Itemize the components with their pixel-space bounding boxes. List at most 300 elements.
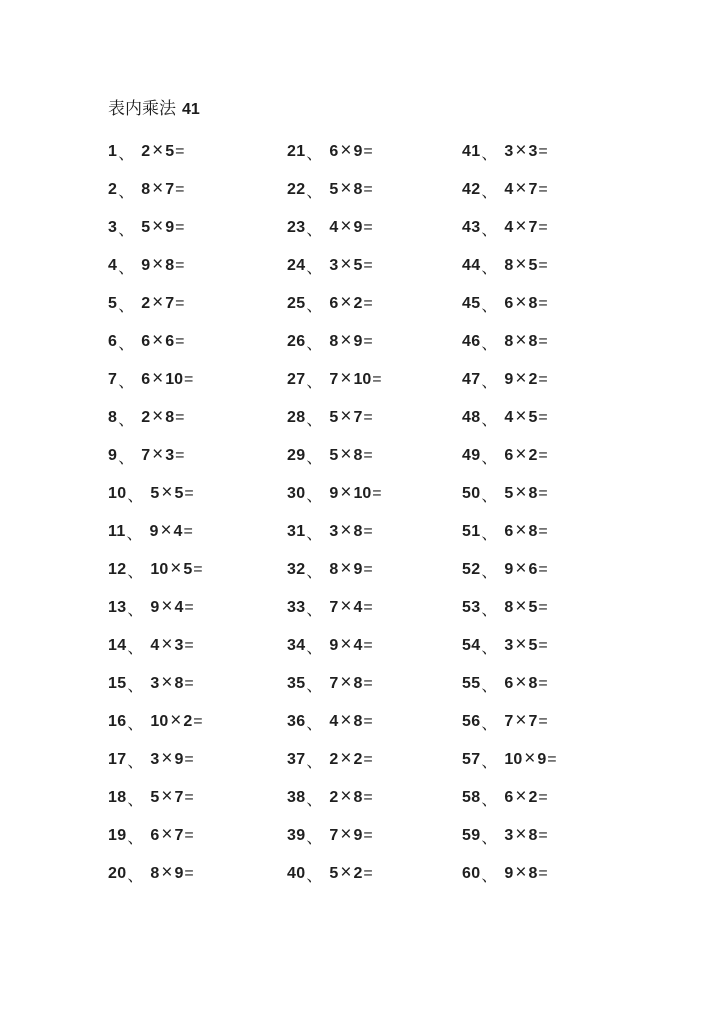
multiplication-expression	[504, 824, 547, 848]
problem-item	[108, 551, 287, 589]
factor-b: 2	[528, 789, 538, 806]
problem-item	[462, 247, 662, 285]
times-sign: ×	[515, 216, 527, 237]
times-sign: ×	[161, 634, 173, 655]
enumeration-comma: 、	[127, 867, 144, 885]
times-sign: ×	[161, 672, 173, 693]
times-sign: ×	[152, 406, 164, 427]
factor-b: 7	[528, 181, 538, 198]
equals-sign: =	[538, 561, 548, 578]
multiplication-expression	[329, 292, 372, 316]
times-sign: ×	[515, 634, 527, 655]
enumeration-comma: 、	[118, 259, 135, 277]
equals-sign: =	[538, 219, 548, 236]
multiplication-expression	[504, 330, 547, 354]
factor-b: 9	[353, 827, 363, 844]
factor-a: 9	[150, 599, 160, 616]
problem-number: 54	[462, 637, 481, 654]
multiplication-expression	[504, 672, 547, 696]
factor-a: 6	[150, 827, 160, 844]
equals-sign: =	[363, 675, 373, 692]
enumeration-comma: 、	[481, 715, 498, 733]
multiplication-expression	[329, 406, 372, 430]
enumeration-comma: 、	[306, 715, 323, 733]
equals-sign: =	[363, 599, 373, 616]
multiplication-expression	[504, 216, 547, 240]
enumeration-comma: 、	[306, 525, 323, 543]
factor-b: 5	[353, 257, 363, 274]
problem-item	[287, 285, 462, 323]
multiplication-expression	[504, 368, 547, 392]
multiplication-expression	[329, 482, 381, 506]
factor-a: 2	[329, 789, 339, 806]
problem-number: 32	[287, 561, 306, 578]
equals-sign: =	[184, 789, 194, 806]
times-sign: ×	[515, 444, 527, 465]
problem-item	[462, 779, 662, 817]
problem-number: 28	[287, 409, 306, 426]
enumeration-comma: 、	[306, 145, 323, 163]
multiplication-expression	[329, 786, 372, 810]
factor-b: 7	[528, 219, 538, 236]
enumeration-comma: 、	[481, 639, 498, 657]
factor-b: 2	[183, 713, 193, 730]
factor-a: 9	[141, 257, 151, 274]
factor-a: 7	[329, 827, 339, 844]
multiplication-expression	[504, 748, 556, 772]
times-sign: ×	[340, 596, 352, 617]
factor-a: 9	[149, 523, 159, 540]
factor-b: 2	[353, 865, 363, 882]
problem-item	[108, 513, 287, 551]
equals-sign: =	[538, 143, 548, 160]
problem-item	[287, 475, 462, 513]
problem-number: 15	[108, 675, 127, 692]
factor-b: 4	[173, 523, 183, 540]
problem-item	[287, 551, 462, 589]
multiplication-expression	[150, 558, 202, 582]
problem-item	[462, 209, 662, 247]
multiplication-expression	[504, 710, 547, 734]
factor-b: 8	[353, 447, 363, 464]
factor-b: 8	[528, 865, 538, 882]
multiplication-expression	[141, 140, 184, 164]
problem-item	[108, 323, 287, 361]
times-sign: ×	[515, 520, 527, 541]
factor-b: 9	[353, 143, 363, 160]
multiplication-expression	[150, 672, 193, 696]
times-sign: ×	[340, 862, 352, 883]
enumeration-comma: 、	[306, 183, 323, 201]
multiplication-expression	[504, 178, 547, 202]
problem-item	[287, 817, 462, 855]
factor-a: 9	[329, 637, 339, 654]
times-sign: ×	[161, 786, 173, 807]
enumeration-comma: 、	[481, 297, 498, 315]
enumeration-comma: 、	[481, 867, 498, 885]
problem-number: 56	[462, 713, 481, 730]
problem-item	[108, 627, 287, 665]
problem-number: 7	[108, 371, 118, 388]
equals-sign: =	[363, 751, 373, 768]
factor-a: 3	[150, 675, 160, 692]
equals-sign: =	[363, 827, 373, 844]
problem-number: 9	[108, 447, 118, 464]
factor-a: 3	[504, 827, 514, 844]
enumeration-comma: 、	[481, 601, 498, 619]
factor-b: 7	[174, 789, 184, 806]
equals-sign: =	[538, 827, 548, 844]
problem-item	[108, 399, 287, 437]
factor-b: 8	[165, 409, 175, 426]
problem-item	[462, 855, 662, 893]
factor-a: 9	[504, 561, 514, 578]
times-sign: ×	[152, 216, 164, 237]
equals-sign: =	[363, 181, 373, 198]
times-sign: ×	[161, 748, 173, 769]
problem-item	[108, 741, 287, 779]
problem-item	[287, 399, 462, 437]
enumeration-comma: 、	[118, 449, 135, 467]
problem-number: 37	[287, 751, 306, 768]
multiplication-expression	[329, 330, 372, 354]
problem-number: 33	[287, 599, 306, 616]
equals-sign: =	[175, 409, 185, 426]
enumeration-comma: 、	[127, 791, 144, 809]
factor-a: 8	[141, 181, 151, 198]
problem-number: 14	[108, 637, 127, 654]
problems-grid	[108, 133, 662, 893]
enumeration-comma: 、	[306, 867, 323, 885]
equals-sign: =	[363, 333, 373, 350]
factor-a: 7	[329, 675, 339, 692]
enumeration-comma: 、	[481, 449, 498, 467]
equals-sign: =	[193, 713, 203, 730]
factor-b: 8	[353, 713, 363, 730]
problem-number: 60	[462, 865, 481, 882]
times-sign: ×	[340, 824, 352, 845]
equals-sign: =	[363, 219, 373, 236]
factor-b: 3	[528, 143, 538, 160]
problem-number: 55	[462, 675, 481, 692]
times-sign: ×	[524, 748, 536, 769]
equals-sign: =	[363, 447, 373, 464]
enumeration-comma: 、	[127, 639, 144, 657]
multiplication-expression	[329, 216, 372, 240]
enumeration-comma: 、	[127, 601, 144, 619]
times-sign: ×	[161, 596, 173, 617]
equals-sign: =	[372, 371, 382, 388]
times-sign: ×	[515, 710, 527, 731]
factor-b: 2	[528, 447, 538, 464]
multiplication-expression	[150, 862, 193, 886]
times-sign: ×	[161, 862, 173, 883]
equals-sign: =	[363, 865, 373, 882]
enumeration-comma: 、	[118, 221, 135, 239]
equals-sign: =	[184, 751, 194, 768]
problem-number: 17	[108, 751, 127, 768]
enumeration-comma: 、	[306, 753, 323, 771]
problem-item	[462, 399, 662, 437]
problem-item	[462, 817, 662, 855]
factor-b: 8	[528, 485, 538, 502]
problem-item	[287, 855, 462, 893]
factor-a: 3	[504, 143, 514, 160]
problem-number: 4	[108, 257, 118, 274]
problem-number: 35	[287, 675, 306, 692]
times-sign: ×	[515, 824, 527, 845]
problem-item	[462, 285, 662, 323]
equals-sign: =	[363, 523, 373, 540]
factor-b: 9	[174, 751, 184, 768]
multiplication-expression	[329, 824, 372, 848]
problem-number: 5	[108, 295, 118, 312]
problem-number: 39	[287, 827, 306, 844]
equals-sign: =	[363, 409, 373, 426]
equals-sign: =	[184, 865, 194, 882]
problem-number: 8	[108, 409, 118, 426]
enumeration-comma: 、	[481, 373, 498, 391]
multiplication-expression	[504, 634, 547, 658]
factor-a: 7	[329, 371, 339, 388]
factor-b: 9	[353, 333, 363, 350]
times-sign: ×	[340, 520, 352, 541]
factor-b: 5	[183, 561, 193, 578]
enumeration-comma: 、	[118, 373, 135, 391]
equals-sign: =	[363, 637, 373, 654]
problem-item	[462, 323, 662, 361]
problem-number: 42	[462, 181, 481, 198]
times-sign: ×	[515, 292, 527, 313]
times-sign: ×	[515, 254, 527, 275]
enumeration-comma: 、	[127, 563, 144, 581]
times-sign: ×	[161, 482, 173, 503]
equals-sign: =	[175, 295, 185, 312]
equals-sign: =	[363, 143, 373, 160]
multiplication-expression	[329, 672, 372, 696]
factor-a: 10	[150, 713, 169, 730]
enumeration-comma: 、	[118, 297, 135, 315]
equals-sign: =	[193, 561, 203, 578]
problem-number: 18	[108, 789, 127, 806]
problem-number: 1	[108, 143, 118, 160]
problem-number: 16	[108, 713, 127, 730]
enumeration-comma: 、	[481, 411, 498, 429]
times-sign: ×	[340, 710, 352, 731]
problem-number: 36	[287, 713, 306, 730]
equals-sign: =	[184, 485, 194, 502]
factor-a: 4	[150, 637, 160, 654]
enumeration-comma: 、	[306, 601, 323, 619]
problem-item	[287, 779, 462, 817]
problem-item	[108, 665, 287, 703]
equals-sign: =	[183, 523, 193, 540]
multiplication-expression	[504, 786, 547, 810]
problem-item	[287, 627, 462, 665]
enumeration-comma: 、	[306, 411, 323, 429]
enumeration-comma: 、	[481, 791, 498, 809]
multiplication-expression	[504, 406, 547, 430]
multiplication-expression	[504, 520, 547, 544]
times-sign: ×	[161, 824, 173, 845]
worksheet-title-text: 表内乘法	[108, 99, 176, 118]
factor-b: 2	[353, 751, 363, 768]
factor-a: 3	[504, 637, 514, 654]
equals-sign: =	[538, 599, 548, 616]
equals-sign: =	[538, 181, 548, 198]
problem-item	[462, 665, 662, 703]
problem-item	[462, 171, 662, 209]
times-sign: ×	[515, 482, 527, 503]
factor-a: 9	[504, 865, 514, 882]
equals-sign: =	[538, 333, 548, 350]
problem-number: 19	[108, 827, 127, 844]
enumeration-comma: 、	[127, 677, 144, 695]
enumeration-comma: 、	[306, 639, 323, 657]
problem-number: 12	[108, 561, 127, 578]
multiplication-expression	[150, 748, 193, 772]
factor-b: 7	[165, 295, 175, 312]
times-sign: ×	[515, 558, 527, 579]
factor-b: 10	[353, 485, 372, 502]
problem-number: 20	[108, 865, 127, 882]
equals-sign: =	[538, 713, 548, 730]
problem-number: 52	[462, 561, 481, 578]
problem-number: 27	[287, 371, 306, 388]
enumeration-comma: 、	[118, 411, 135, 429]
problem-number: 53	[462, 599, 481, 616]
factor-a: 5	[504, 485, 514, 502]
equals-sign: =	[175, 143, 185, 160]
problem-number: 30	[287, 485, 306, 502]
factor-a: 7	[329, 599, 339, 616]
enumeration-comma: 、	[127, 829, 144, 847]
multiplication-expression	[150, 520, 193, 544]
problem-number: 50	[462, 485, 481, 502]
times-sign: ×	[515, 178, 527, 199]
equals-sign: =	[184, 675, 194, 692]
enumeration-comma: 、	[481, 221, 498, 239]
multiplication-expression	[504, 558, 547, 582]
factor-b: 9	[174, 865, 184, 882]
equals-sign: =	[372, 485, 382, 502]
factor-a: 2	[329, 751, 339, 768]
factor-b: 2	[528, 371, 538, 388]
enumeration-comma: 、	[481, 753, 498, 771]
problem-number: 44	[462, 257, 481, 274]
equals-sign: =	[184, 599, 194, 616]
enumeration-comma: 、	[306, 449, 323, 467]
problem-number: 49	[462, 447, 481, 464]
multiplication-expression	[141, 406, 184, 430]
problem-number: 48	[462, 409, 481, 426]
times-sign: ×	[515, 862, 527, 883]
enumeration-comma: 、	[481, 183, 498, 201]
equals-sign: =	[363, 713, 373, 730]
problem-item	[108, 285, 287, 323]
enumeration-comma: 、	[306, 259, 323, 277]
problem-number: 57	[462, 751, 481, 768]
worksheet-title	[108, 94, 200, 119]
factor-a: 5	[329, 181, 339, 198]
enumeration-comma: 、	[127, 715, 144, 733]
factor-a: 5	[329, 409, 339, 426]
times-sign: ×	[340, 178, 352, 199]
times-sign: ×	[340, 292, 352, 313]
factor-a: 5	[150, 485, 160, 502]
problem-item	[108, 171, 287, 209]
multiplication-expression	[504, 596, 547, 620]
times-sign: ×	[515, 786, 527, 807]
equals-sign: =	[538, 257, 548, 274]
times-sign: ×	[152, 140, 164, 161]
multiplication-expression	[329, 368, 381, 392]
problem-number: 43	[462, 219, 481, 236]
factor-a: 3	[329, 523, 339, 540]
factor-a: 3	[150, 751, 160, 768]
times-sign: ×	[170, 558, 182, 579]
problem-item	[108, 855, 287, 893]
multiplication-expression	[504, 140, 547, 164]
problem-item	[108, 133, 287, 171]
factor-a: 6	[141, 333, 151, 350]
enumeration-comma: 、	[306, 373, 323, 391]
factor-b: 4	[353, 637, 363, 654]
equals-sign: =	[184, 637, 194, 654]
enumeration-comma: 、	[118, 183, 135, 201]
problem-item	[287, 209, 462, 247]
enumeration-comma: 、	[481, 335, 498, 353]
times-sign: ×	[152, 368, 164, 389]
problem-number: 46	[462, 333, 481, 350]
problem-item	[462, 589, 662, 627]
problem-item	[108, 475, 287, 513]
multiplication-expression	[141, 216, 184, 240]
factor-a: 6	[329, 143, 339, 160]
equals-sign: =	[538, 865, 548, 882]
factor-a: 7	[141, 447, 151, 464]
factor-a: 6	[504, 295, 514, 312]
problem-item	[287, 171, 462, 209]
problem-number: 22	[287, 181, 306, 198]
equals-sign: =	[363, 257, 373, 274]
equals-sign: =	[184, 827, 194, 844]
factor-b: 4	[353, 599, 363, 616]
problem-number: 29	[287, 447, 306, 464]
factor-b: 5	[528, 599, 538, 616]
factor-b: 5	[528, 257, 538, 274]
multiplication-expression	[329, 634, 372, 658]
factor-a: 8	[504, 333, 514, 350]
factor-a: 4	[504, 409, 514, 426]
factor-a: 4	[504, 219, 514, 236]
problem-item	[287, 133, 462, 171]
factor-b: 2	[353, 295, 363, 312]
enumeration-comma: 、	[306, 297, 323, 315]
factor-b: 7	[165, 181, 175, 198]
equals-sign: =	[184, 371, 194, 388]
factor-a: 5	[141, 219, 151, 236]
problem-number: 51	[462, 523, 481, 540]
factor-a: 10	[150, 561, 169, 578]
times-sign: ×	[340, 330, 352, 351]
problem-number: 59	[462, 827, 481, 844]
multiplication-expression	[504, 292, 547, 316]
factor-b: 5	[528, 409, 538, 426]
times-sign: ×	[152, 292, 164, 313]
factor-a: 8	[504, 599, 514, 616]
factor-a: 2	[141, 295, 151, 312]
